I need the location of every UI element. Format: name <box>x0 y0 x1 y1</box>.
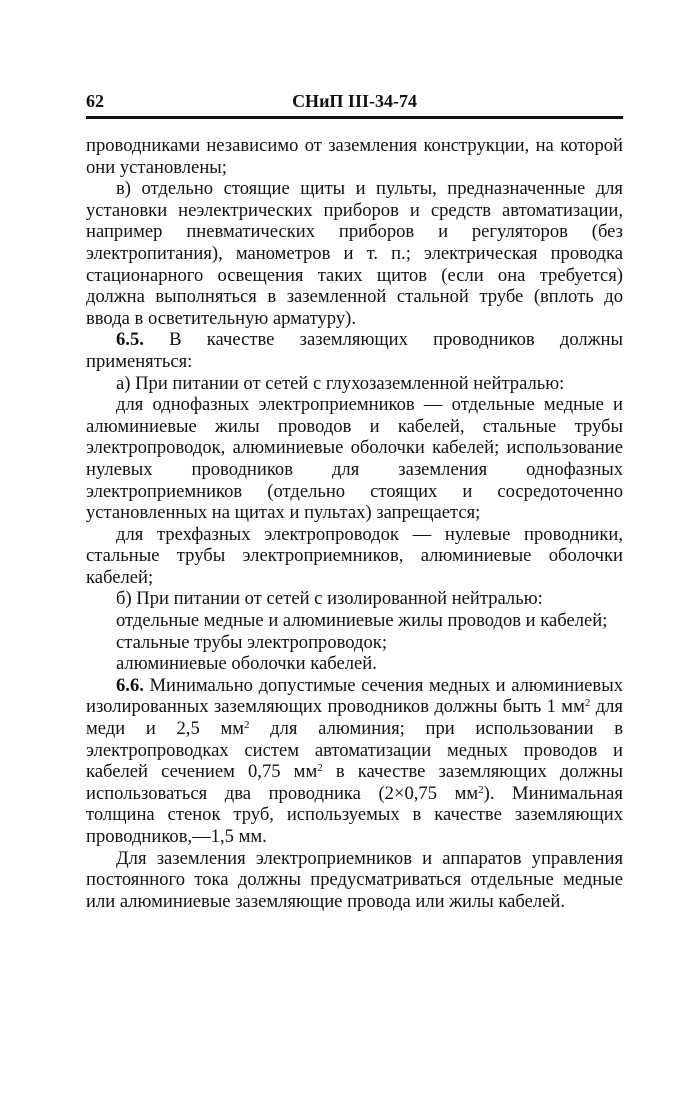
superscript: 2 <box>584 697 591 710</box>
clause-text-part: для алюминия; при использовании в электропроводках систем автоматизации медных проводов и кабелей сечением 0,75 мм <box>86 718 624 783</box>
header-rule <box>86 116 623 119</box>
body-text <box>86 135 623 912</box>
paragraph-6-6 <box>86 675 623 848</box>
page-number: 62 <box>86 91 104 111</box>
paragraph-item-b: б) При питании от сетей с изолированной нейтралью: <box>116 588 543 610</box>
superscript: 2 <box>243 719 250 732</box>
superscript: 2 <box>478 783 484 796</box>
clause-text-part: Минимально допустимые сечения медных и алюминиевых изолированных заземляющих проводников должны быть 1 мм <box>86 674 623 718</box>
paragraph-dc-grounding: Для заземления электроприемников и аппаратов управления постоянного тока должны предусматриваться отдельные медные или алюминиевые заземляющие провода или жилы кабелей. <box>86 847 623 912</box>
document-page <box>86 86 623 912</box>
clause-text-part: для меди и 2,5 мм <box>86 696 623 740</box>
clause-text-part: в качестве заземляющих должны использоваться два проводника (2×0,75 мм <box>86 761 623 804</box>
paragraph-item-a: а) При питании от сетей с глухозаземленной нейтралью: <box>116 372 565 394</box>
clause-text-part: ). Минимальная толщина стенок труб, используемых в качестве заземляющих проводников,—1,5 мм. <box>86 782 623 847</box>
paragraph-single-phase: для однофазных электроприемников — отдельные медные и алюминиевые жилы проводов и кабелей, стальные трубы электропроводок, алюминиевые оболочки кабелей; использование нулевых проводников для заземления однофазных электроприемников (отдельно стоящих и сосредоточенно установленных на щитах и пультах) запрещается; <box>86 394 623 524</box>
paragraph-continuation: проводниками независимо от заземления конструкции, на которой они установлены; <box>86 135 623 178</box>
page-header <box>86 86 623 116</box>
paragraph-6-5 <box>86 329 623 372</box>
clause-number: 6.6. <box>116 674 144 696</box>
paragraph-aluminum-sheaths: алюминиевые оболочки кабелей. <box>116 653 377 675</box>
document-code: СНиП III-34-74 <box>292 91 417 111</box>
paragraph-steel-pipes: стальные трубы электропроводок; <box>116 631 388 653</box>
superscript: 2 <box>317 762 323 775</box>
clause-number: 6.5. <box>116 329 144 351</box>
paragraph-copper-aluminum: отдельные медные и алюминиевые жилы проводов и кабелей; <box>116 610 608 632</box>
clause-text: В качестве заземляющих проводников должны применяться: <box>86 329 623 372</box>
paragraph-three-phase: для трехфазных электропроводок — нулевые проводники, стальные трубы электроприемников, алюминиевые оболочки кабелей; <box>86 523 623 588</box>
paragraph-item-v: в) отдельно стоящие щиты и пульты, предназначенные для установки неэлектрических приборов и средств автоматизации, например пневматических приборов и регуляторов (без электропитания), манометров и т. п.; электрическая проводка стационарного освещения таких щитов (если она требуется) должна выполняться в заземленной стальной трубе (вплоть до ввода в осветительную арматуру). <box>86 178 623 329</box>
